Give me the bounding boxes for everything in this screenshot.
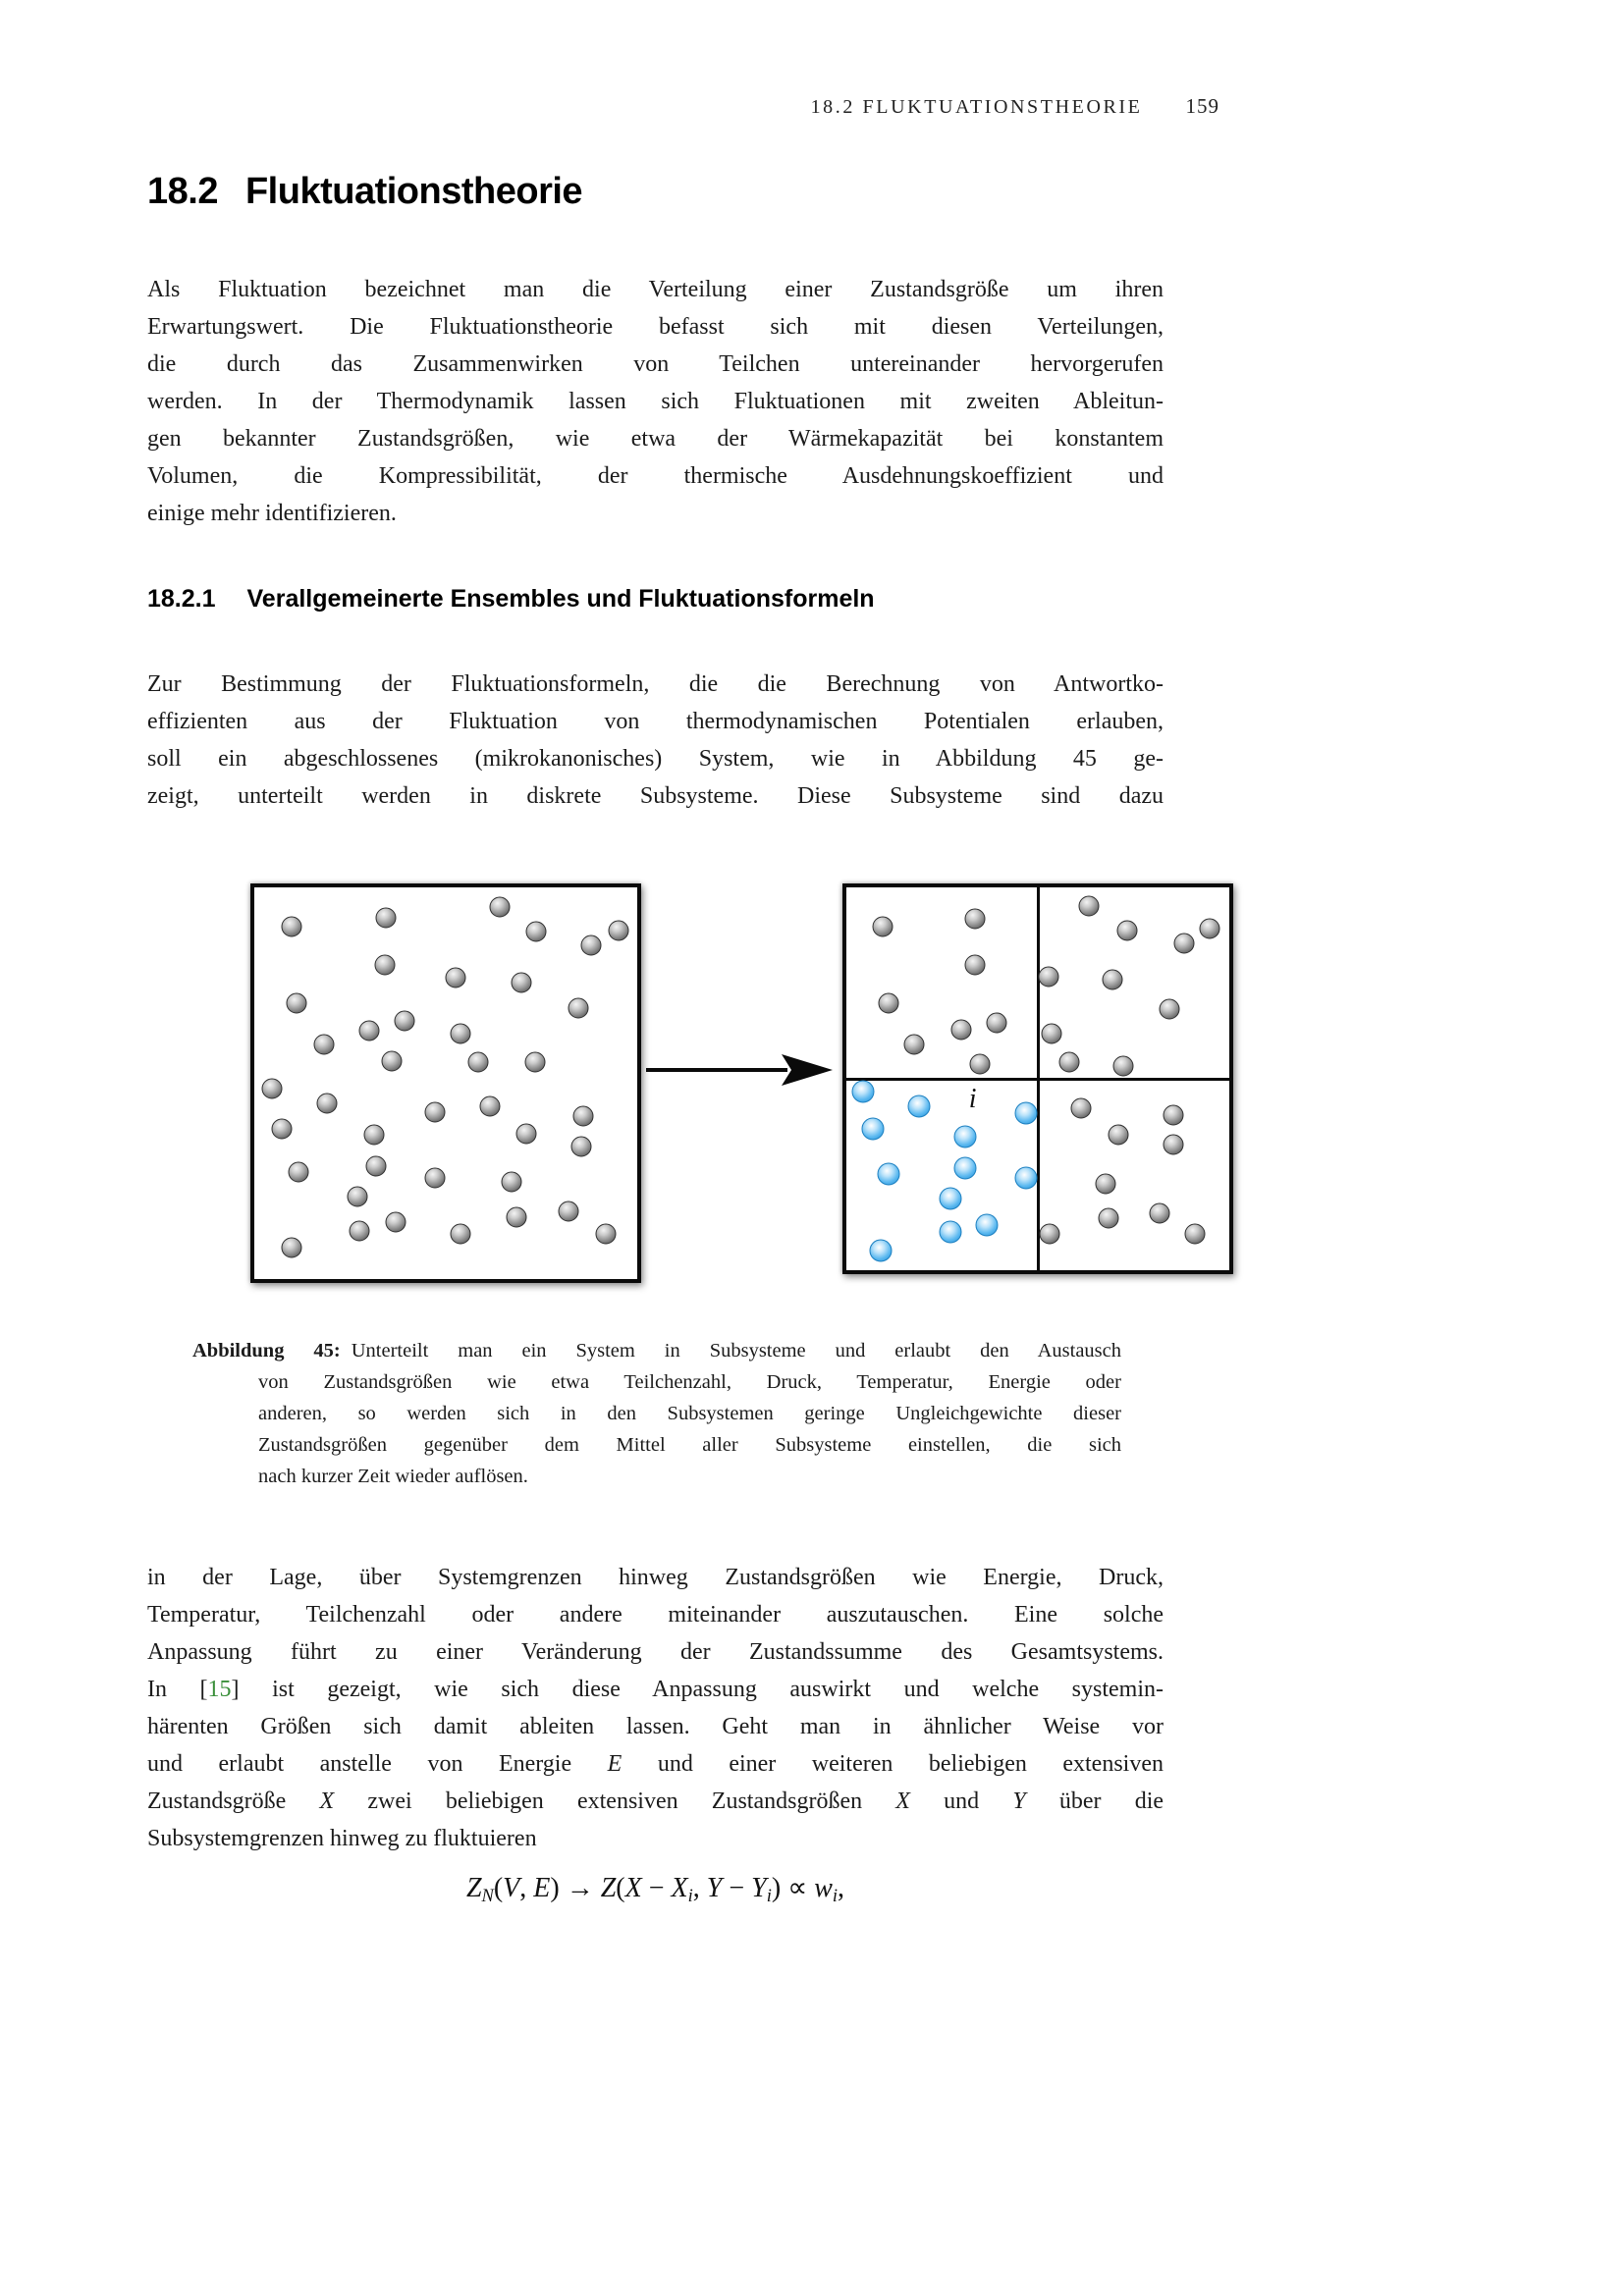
- text-segment: In [: [147, 1677, 208, 1702]
- caption-label: Abbildung 45:: [192, 1340, 341, 1362]
- text-segment: Subsystemgrenzen hinweg zu fluktuieren: [147, 1826, 537, 1851]
- blue-particle: [869, 1240, 892, 1262]
- text-segment: Z: [465, 1873, 482, 1903]
- text-segment: X: [624, 1873, 642, 1903]
- blue-particle: [1014, 1167, 1037, 1190]
- text-segment: ,: [692, 1873, 707, 1903]
- gray-particle: [1103, 969, 1123, 989]
- gray-particle: [1159, 998, 1179, 1019]
- caption-line: Zustandsgrößen gegenüber dem Mittel aller Subsysteme einstellen, die sich: [258, 1434, 1121, 1456]
- text-line: effizienten aus der Fluktuation von thermodynamischen Potentialen erlauben,: [147, 709, 1164, 734]
- gray-particle: [282, 916, 302, 936]
- text-segment: zwei beliebigen extensiven Zustandsgrößen: [334, 1789, 896, 1814]
- text-line: [147, 1633, 1164, 1671]
- text-segment: ,: [519, 1873, 534, 1903]
- blue-particle: [954, 1126, 977, 1148]
- text-line: zeigt, unterteilt werden in diskrete Subsysteme. Diese Subsysteme sind dazu: [147, 783, 1164, 809]
- blue-particle: [851, 1080, 874, 1102]
- text-segment: und erlaubt anstelle von Energie: [147, 1751, 608, 1777]
- text-segment: Y: [706, 1873, 723, 1903]
- blue-particle: [1014, 1101, 1037, 1124]
- text-segment: (: [493, 1873, 504, 1903]
- gray-particle: [1163, 1135, 1183, 1155]
- text-line: [147, 1745, 1164, 1783]
- paragraph: [147, 666, 1164, 815]
- gray-particle: [568, 998, 588, 1019]
- gray-particle: [1038, 967, 1058, 988]
- gray-particle: [526, 922, 547, 942]
- text-segment: X: [319, 1789, 335, 1814]
- subsection-number: 18.2.1: [147, 585, 216, 613]
- gray-particle: [1200, 918, 1220, 938]
- text-segment: ∝: [787, 1873, 815, 1903]
- text-line: soll ein abgeschlossenes (mikrokanonisches) System, wie in Abbildung 45 ge-: [147, 746, 1164, 772]
- gray-particle: [424, 1167, 445, 1188]
- blue-particle: [877, 1163, 899, 1186]
- text-segment: ): [550, 1873, 567, 1903]
- text-segment: −: [641, 1873, 672, 1903]
- text-segment: X: [671, 1873, 688, 1903]
- gray-particle: [559, 1201, 579, 1221]
- subsystem-divider-horizontal: [846, 1078, 1229, 1081]
- gray-particle: [489, 896, 510, 917]
- gray-particle: [1078, 895, 1099, 916]
- text-segment: Z: [600, 1873, 617, 1903]
- gray-particle: [1098, 1207, 1118, 1228]
- subsection-title: Verallgemeinerte Ensembles und Fluktuationsformeln: [246, 585, 875, 613]
- text-line: Erwartungswert. Die Fluktuationstheorie befasst sich mit diesen Verteilungen,: [147, 314, 1164, 340]
- section-heading: [147, 171, 582, 213]
- gray-particle: [515, 1124, 536, 1145]
- blue-particle: [908, 1095, 931, 1117]
- caption-line: anderen, so werden sich in den Subsystemen geringe Ungleichgewichte dieser: [258, 1403, 1121, 1424]
- gray-particle: [1185, 1224, 1206, 1245]
- gray-particle: [424, 1102, 445, 1123]
- text-line: [147, 1820, 1164, 1857]
- blue-particle: [861, 1118, 884, 1141]
- gray-particle: [446, 967, 466, 988]
- gray-particle: [374, 955, 395, 976]
- gray-particle: [524, 1052, 545, 1073]
- section-number: 18.2: [147, 171, 218, 212]
- text-line: [147, 1708, 1164, 1745]
- paragraph: [147, 271, 1164, 532]
- text-segment: Y: [1012, 1789, 1026, 1814]
- text-segment: ] ist gezeigt, wie sich diese Anpassung auswirkt und welche systemin-: [231, 1677, 1164, 1702]
- gray-particle: [965, 908, 986, 929]
- section-title: Fluktuationstheorie: [244, 171, 583, 212]
- text-line: [147, 1783, 1164, 1820]
- gray-particle: [512, 972, 532, 992]
- text-line: Als Fluktuation bezeichnet man die Verteilung einer Zustandsgröße um ihren: [147, 277, 1164, 302]
- gray-particle: [595, 1223, 616, 1244]
- text-line: gen bekannter Zustandsgrößen, wie etwa der Wärmekapazität bei konstantem: [147, 426, 1164, 452]
- text-segment: (: [616, 1873, 625, 1903]
- gray-particle: [317, 1093, 338, 1113]
- text-segment: E: [607, 1751, 623, 1777]
- gray-particle: [365, 1155, 386, 1176]
- gray-particle: [350, 1220, 370, 1241]
- text-line: [147, 1559, 1164, 1596]
- text-segment: V: [503, 1873, 520, 1903]
- gray-particle: [363, 1125, 384, 1146]
- gray-particle: [451, 1023, 471, 1043]
- gray-particle: [451, 1223, 471, 1244]
- text-line: werden. In der Thermodynamik lassen sich Fluktuationen mit zweiten Ableitun-: [147, 389, 1164, 414]
- gray-particle: [1095, 1173, 1115, 1194]
- running-header-section: 18.2 FLUKTUATIONSTHEORIE: [810, 96, 1143, 118]
- gray-particle: [573, 1105, 594, 1126]
- blue-particle: [954, 1157, 977, 1180]
- gray-particle: [1071, 1097, 1092, 1118]
- gray-particle: [571, 1137, 592, 1157]
- text-line: Zur Bestimmung der Fluktuationsformeln, die die Berechnung von Antwortko-: [147, 671, 1164, 697]
- gray-particle: [386, 1211, 406, 1232]
- text-line: [147, 1596, 1164, 1633]
- gray-particle: [970, 1054, 991, 1075]
- text-segment: ): [771, 1873, 788, 1903]
- page-number: 159: [1185, 94, 1219, 118]
- text-segment: w: [814, 1873, 833, 1903]
- text-segment: Zustandsgröße: [147, 1789, 320, 1814]
- subsection-heading: [147, 585, 875, 614]
- text-segment: i: [832, 1886, 839, 1906]
- gray-particle: [1150, 1202, 1170, 1223]
- text-segment: in der Lage, über Systemgrenzen hinweg Zustandsgrößen wie Energie, Druck,: [147, 1565, 1164, 1590]
- gray-particle: [289, 1162, 309, 1183]
- gray-particle: [313, 1035, 334, 1055]
- paragraph: [147, 1559, 1164, 1857]
- citation-link[interactable]: 15: [207, 1677, 232, 1702]
- caption-line: von Zustandsgrößen wie etwa Teilchenzahl, Druck, Temperatur, Energie oder: [258, 1371, 1121, 1393]
- arrow-right-icon: [640, 1048, 837, 1092]
- text-line: [147, 1671, 1164, 1708]
- gray-particle: [502, 1172, 522, 1193]
- gray-particle: [381, 1051, 402, 1072]
- text-line: Volumen, die Kompressibilität, der thermische Ausdehnungskoeffizient und: [147, 463, 1164, 489]
- text-segment: und einer weiteren beliebigen extensiven: [622, 1751, 1164, 1777]
- text-segment: i: [766, 1886, 772, 1906]
- gray-particle: [878, 992, 898, 1013]
- gray-particle: [1108, 1124, 1128, 1145]
- text-segment: X: [895, 1789, 910, 1814]
- gray-particle: [467, 1052, 488, 1073]
- text-segment: über die: [1025, 1789, 1164, 1814]
- gray-particle: [272, 1119, 293, 1140]
- figure-system-box: [250, 883, 641, 1283]
- figure-subsystem-box: [842, 883, 1233, 1274]
- gray-particle: [986, 1012, 1006, 1033]
- figure-caption: [147, 1335, 1121, 1492]
- gray-particle: [1173, 933, 1194, 953]
- blue-particle: [940, 1221, 962, 1244]
- gray-particle: [872, 916, 893, 936]
- caption-line: [192, 1335, 1121, 1366]
- gray-particle: [375, 907, 396, 928]
- gray-particle: [1040, 1224, 1060, 1245]
- gray-particle: [1042, 1023, 1062, 1043]
- text-segment: Temperatur, Teilchenzahl oder andere miteinander auszutauschen. Eine solche: [147, 1602, 1164, 1628]
- gray-particle: [282, 1238, 302, 1258]
- gray-particle: [904, 1035, 925, 1055]
- gray-particle: [479, 1095, 500, 1116]
- text-segment: ,: [838, 1873, 845, 1903]
- caption-text: Unterteilt man ein System in Subsysteme und erlaubt den Austausch: [351, 1340, 1121, 1362]
- gray-particle: [359, 1020, 380, 1041]
- gray-particle: [608, 921, 628, 941]
- gray-particle: [287, 993, 307, 1014]
- text-segment: i: [687, 1886, 693, 1906]
- display-equation: [147, 1871, 1164, 1906]
- text-segment: →: [566, 1873, 601, 1903]
- gray-particle: [261, 1079, 282, 1099]
- text-segment: −: [722, 1873, 752, 1903]
- text-segment: E: [533, 1873, 551, 1903]
- caption-line: nach kurzer Zeit wieder auflösen.: [258, 1466, 528, 1487]
- gray-particle: [1163, 1105, 1183, 1126]
- text-segment: härenten Größen sich damit ableiten lassen. Geht man in ähnlicher Weise vor: [147, 1714, 1164, 1739]
- subsystem-i-label: i: [968, 1084, 977, 1115]
- gray-particle: [1112, 1056, 1133, 1077]
- text-line: einige mehr identifizieren.: [147, 501, 397, 526]
- gray-particle: [1058, 1052, 1079, 1073]
- text-segment: N: [481, 1886, 494, 1906]
- gray-particle: [347, 1187, 367, 1207]
- text-segment: Y: [751, 1873, 767, 1903]
- gray-particle: [950, 1020, 971, 1041]
- text-segment: Anpassung führt zu einer Veränderung der Zustandssumme des Gesamtsystems.: [147, 1639, 1164, 1665]
- blue-particle: [939, 1187, 961, 1209]
- gray-particle: [965, 955, 986, 976]
- gray-particle: [580, 935, 601, 956]
- gray-particle: [1117, 921, 1138, 941]
- blue-particle: [976, 1213, 999, 1236]
- text-segment: und: [909, 1789, 1013, 1814]
- running-header: [147, 94, 1219, 119]
- gray-particle: [395, 1011, 415, 1032]
- gray-particle: [507, 1206, 527, 1227]
- text-line: die durch das Zusammenwirken von Teilchen untereinander hervorgerufen: [147, 351, 1164, 377]
